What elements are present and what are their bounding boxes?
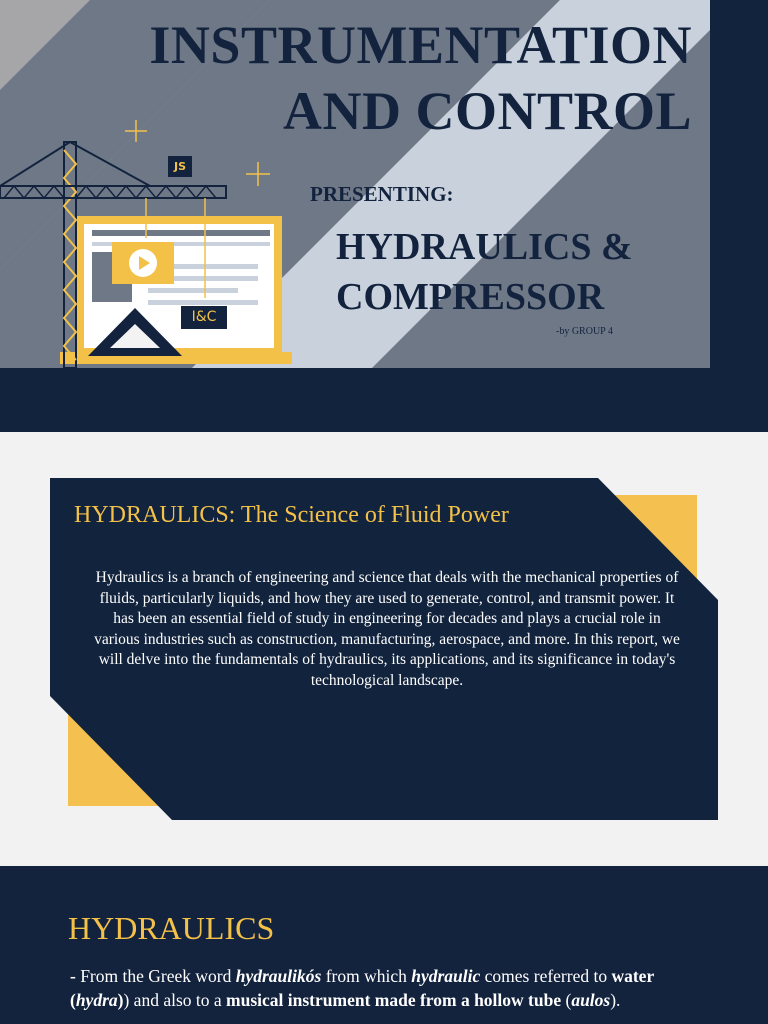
text-run: ). (610, 990, 621, 1010)
cover-title-line2: AND CONTROL (282, 81, 692, 141)
term-greek: hydraulikós (235, 966, 322, 986)
ic-badge: I&C (181, 306, 227, 329)
crane-jib-lattice (4, 186, 216, 198)
sparkle-icon (125, 120, 147, 142)
term-hydraulic: hydraulic (411, 966, 481, 986)
intro-body: Hydraulics is a branch of engineering and science that deals with the mechanical properties of fluids, particularly liquids, and how they are used to generate, control, and transmit power. It has been an essential field of study in engineering for decades and plays a crucial role in various industries such as construction, manufacturing, aerospace, and more. In this report, we will delve into the fundamentals of hydraulics, its applications, and its significance in today's technological landscape. (94, 569, 680, 689)
crane-jib (0, 186, 226, 198)
cover-slide (0, 0, 768, 432)
term-water: water (611, 966, 654, 986)
text-run: comes referred to (480, 966, 612, 986)
intro-slide (0, 432, 768, 864)
dash: - (70, 966, 81, 986)
paren: ( (561, 990, 572, 1010)
screen-line (148, 288, 238, 293)
presenting-label: PRESENTING: (310, 182, 454, 206)
sparkle-icon (246, 162, 270, 186)
cover-title (149, 12, 692, 144)
term-hydra: hydra (75, 990, 118, 1010)
text-run: from which (321, 966, 412, 986)
term-instrument: musical instrument made from a hollow tube (226, 990, 562, 1010)
crane-laptop-illustration (0, 120, 310, 380)
js-badge: JS (168, 156, 192, 177)
crane-lattice (64, 150, 76, 360)
cover-topic (336, 222, 633, 322)
screen-line (148, 300, 258, 305)
intro-heading: HYDRAULICS: The Science of Fluid Power (74, 502, 509, 528)
byline: -by GROUP 4 (556, 326, 613, 337)
text-run: ) and also to a (123, 990, 227, 1010)
definition-heading: HYDRAULICS (68, 910, 275, 946)
text-run: From the Greek word (80, 966, 236, 986)
definition-body: - From the Greek word hydraulikós from which hydraulic comes referred to water (hydra)) and also to a musical instrument made from a hollow tube (aulos). (70, 966, 654, 1010)
screen-line (92, 230, 270, 236)
cover-title-line1: INSTRUMENTATION (149, 15, 692, 75)
cover-topic-line2: COMPRESSOR (336, 276, 605, 318)
paren: ( (70, 990, 76, 1010)
term-aulos: aulos (571, 990, 611, 1010)
definition-slide (0, 866, 768, 1024)
cover-topic-line1: HYDRAULICS & (336, 226, 633, 268)
